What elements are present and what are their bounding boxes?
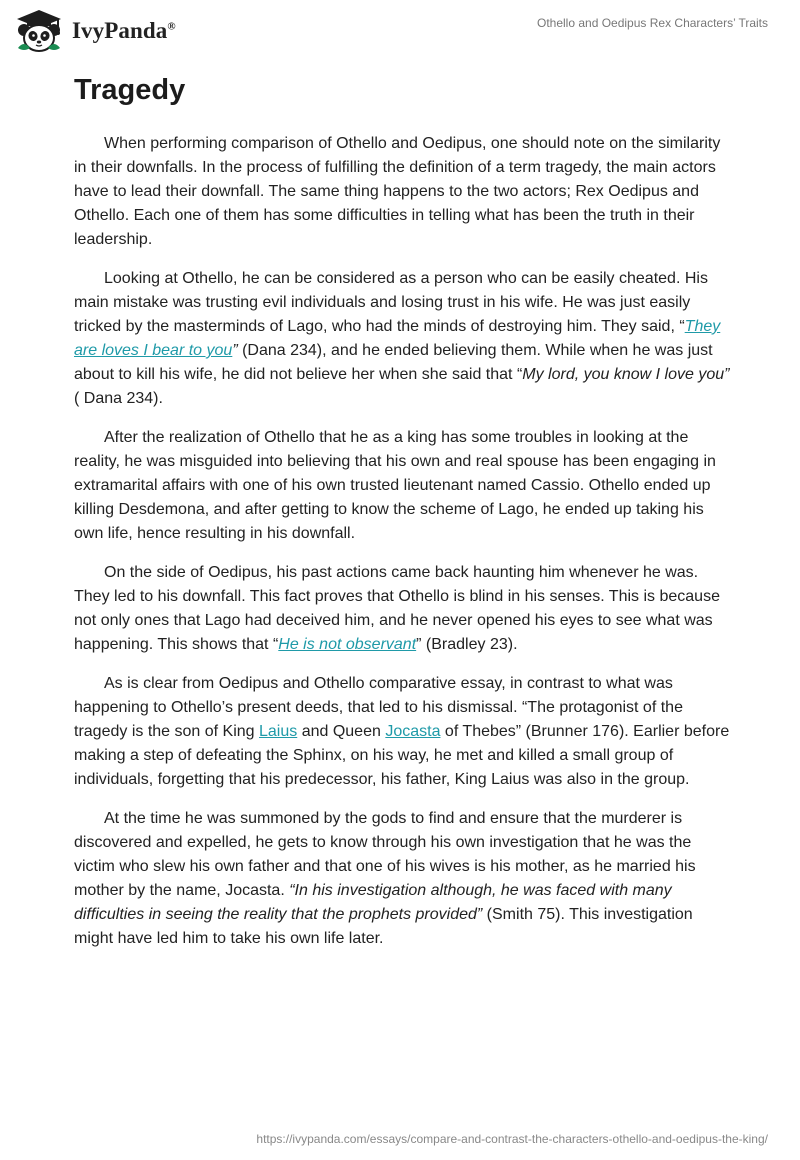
document-title: Othello and Oedipus Rex Characters’ Traits [537,16,768,30]
paragraph-5: As is clear from Oedipus and Othello comparative essay, in contrast to what was happening to Othello’s present deeds, that led to his dismissal. “The protagonist of the tragedy is the son of King Laius and Queen Jocasta of Thebes” (Brunner 176). Earlier before making a step of defeating the Sphinx, on his way, he met and killed a small group of individuals, forgetting that his predecessor, his father, King Laius was also in the group. [74,675,730,788]
link-jocasta[interactable]: Jocasta [385,723,441,740]
section-heading: Tragedy [74,74,186,106]
brand-logo[interactable] [14,8,176,54]
italic-quote: My lord, you know I love you” [522,366,730,383]
paragraph-6: At the time he was summoned by the gods to find and ensure that the murderer is discovered and expelled, he gets to know through his own investigation that he was the victim who slew his own father and that one of his wives is his mother, as he married his mother by the name, Jocasta. “In his investigation although, he was faced with many difficulties in seeing the reality that the prophets provided” (Smith 75). This investigation might have led him to take his own life later. [74,810,696,947]
citation-link-bradley[interactable]: He is not observant [278,636,417,653]
paragraph-2: Looking at Othello, he can be considered as a person who can be easily cheated. His main mistake was trusting evil individuals and losing trust in his wife. He was just easily tricked by the masterminds of Lago, who had the minds of destroying him. They said, “They are loves I bear to you” (Dana 234), and he ended believing them. While when he was just about to kill his wife, he did not believe her when she said that “My lord, you know I love you” ( Dana 234). [74,270,730,407]
panda-graduate-logo-icon [14,8,64,54]
source-url: https://ivypanda.com/essays/compare-and-contrast-the-characters-othello-and-oedipus-the-king/ [256,1132,768,1146]
paragraph-4: On the side of Oedipus, his past actions came back haunting him whenever he was. They led to his downfall. This fact proves that Othello is blind in his senses. This is because not only ones that Lago had deceived him, and he never opened his eyes to see what was happening. This shows that “He is not observant” (Bradley 23). [74,564,720,653]
brand-name: IvyPanda® [72,18,176,43]
trademark-symbol: ® [167,20,176,33]
italic-quote: “In his investigation although, he was faced with many difficulties in seeing the reality that the prophets provided” [74,882,672,923]
page-header [0,0,800,70]
essay-body [74,132,734,966]
citation-link-dana[interactable]: They are loves I bear to you [74,318,721,359]
paragraph-3: After the realization of Othello that he as a king has some troubles in looking at the reality, he was misguided into believing that his own and real spouse has been engaging in extramarital affairs with one of his own trusted lieutenant named Cassio. Othello ended up killing Desdemona, and after getting to know the scheme of Lago, he ended up taking his own life, hence resulting in his downfall. [74,429,716,542]
paragraph-1: When performing comparison of Othello and Oedipus, one should note on the similarity in their downfalls. In the process of fulfilling the definition of a term tragedy, the main actors have to lead their downfall. The same thing happens to the two actors; Rex Oedipus and Othello. Each one of them has some difficulties in telling what has been the truth in their leadership. [74,135,721,248]
link-laius[interactable]: Laius [259,723,298,740]
